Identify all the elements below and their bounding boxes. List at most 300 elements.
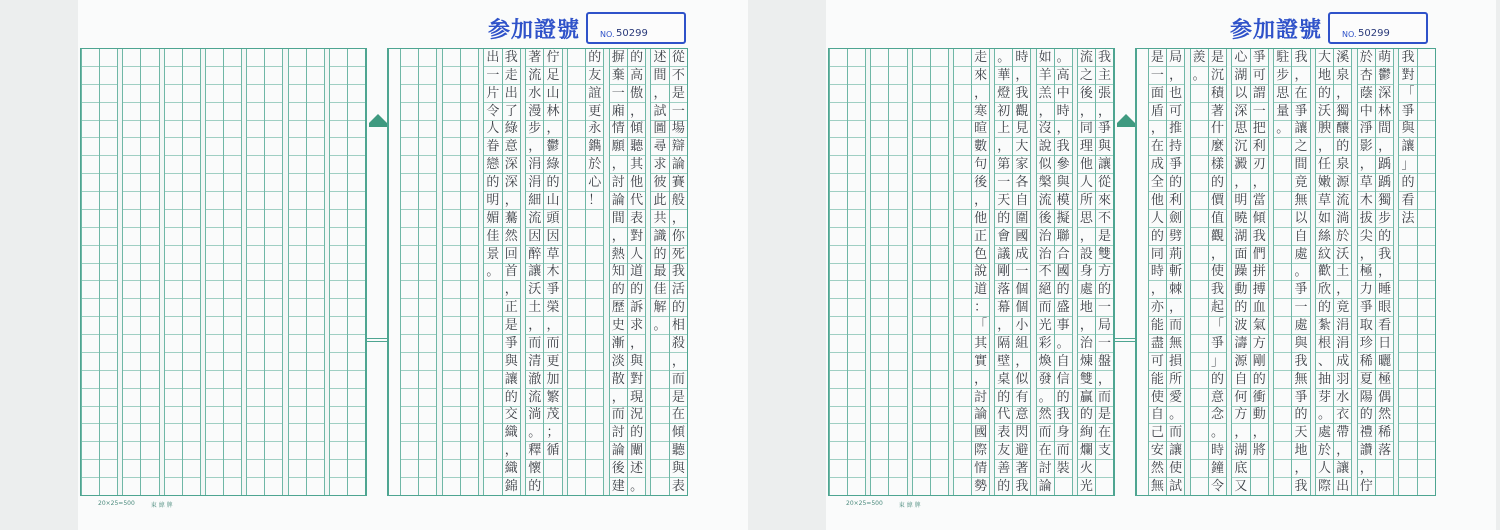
manuscript-cell: 盤 [1096,353,1113,371]
manuscript-cell [419,424,436,442]
manuscript-column [140,49,158,495]
manuscript-cell: 的 [503,389,520,407]
manuscript-cell: 信 [1055,371,1072,389]
manuscript-cell [651,478,668,495]
manuscript-cell [100,407,117,425]
manuscript-cell [889,49,906,67]
manuscript-cell [848,192,865,210]
manuscript-cell: 摒 [610,49,627,67]
manuscript-cell [206,264,223,282]
manuscript-cell [224,281,241,299]
manuscript-cell [165,424,182,442]
manuscript-cell [123,264,140,282]
manuscript-cell [100,478,117,495]
manuscript-cell: 看 [1376,317,1393,335]
manuscript-cell: 劈 [1167,228,1184,246]
manuscript-cell [82,460,99,478]
manuscript-cell [954,281,971,299]
manuscript-cell: 蔭 [1358,85,1375,103]
manuscript-cell: 成 [1013,246,1030,264]
manuscript-cell: 湖 [1232,442,1249,460]
manuscript-cell: 誼 [586,85,603,103]
manuscript-cell [141,371,158,389]
manuscript-cell: 們 [1251,246,1268,264]
manuscript-cell [889,246,906,264]
manuscript-cell [1418,353,1435,371]
manuscript-cell: 著 [526,49,543,67]
manuscript-cell [586,299,603,317]
manuscript-cell: 爭 [1292,281,1309,299]
manuscript-cell: 代 [628,192,645,210]
manuscript-cell [568,371,585,389]
manuscript-cell [165,156,182,174]
manuscript-cell: 而 [526,335,543,353]
manuscript-cell [289,246,306,264]
manuscript-cell: 國 [1055,264,1072,282]
manuscript-cell [1274,246,1291,264]
manuscript-cell [830,121,847,139]
manuscript-cell: 。 [1316,407,1333,425]
footer-grid-size: 20×25=500 [846,500,883,507]
manuscript-cell [82,407,99,425]
manuscript-cell [1274,156,1291,174]
manuscript-cell: ， [1316,138,1333,156]
manuscript-cell [419,389,436,407]
manuscript-cell: 燈 [995,85,1012,103]
manuscript-cell: 間 [651,67,668,85]
manuscript-cell [1274,192,1291,210]
manuscript-cell: 的 [995,210,1012,228]
manuscript-cell: 爭 [1399,103,1416,121]
manuscript-cell [871,67,888,85]
manuscript-cell: 稀 [1376,424,1393,442]
manuscript-cell: 沉 [1232,138,1249,156]
manuscript-column [1291,49,1309,495]
manuscript-cell: 的 [544,174,561,192]
manuscript-cell: ， [1358,460,1375,478]
manuscript-cell [307,67,324,85]
manuscript-cell [1274,407,1291,425]
manuscript-cell [82,317,99,335]
manuscript-cell [123,478,140,495]
manuscript-cell: 回 [503,246,520,264]
manuscript-cell: 合 [1055,246,1072,264]
manuscript-cell [289,460,306,478]
manuscript-cell [1418,49,1435,67]
manuscript-cell: 我 [1055,138,1072,156]
manuscript-cell: 影 [1358,138,1375,156]
manuscript-cell [871,460,888,478]
manuscript-cell: 自 [1149,407,1166,425]
manuscript-cell: ， [610,389,627,407]
essay-sheet-left [8,0,748,530]
manuscript-cell: 無 [1292,371,1309,389]
manuscript-cell [1191,317,1208,335]
manuscript-grid-right-a [828,48,1114,496]
manuscript-cell [889,156,906,174]
manuscript-cell: 剛 [995,264,1012,282]
manuscript-cell: 壁 [995,353,1012,371]
manuscript-cell: 戀 [484,156,501,174]
manuscript-cell: 一 [1292,299,1309,317]
manuscript-cell: 同 [1078,121,1095,139]
manuscript-column [971,49,989,495]
manuscript-cell [100,281,117,299]
manuscript-cell [419,85,436,103]
manuscript-cell [461,442,478,460]
manuscript-cell [1399,335,1416,353]
manuscript-cell [289,228,306,246]
manuscript-cell [141,424,158,442]
manuscript-cell: 理 [1078,138,1095,156]
manuscript-cell: 我 [1292,353,1309,371]
manuscript-cell [289,371,306,389]
manuscript-cell: ， [1013,67,1030,85]
manuscript-cell [123,156,140,174]
manuscript-cell [871,49,888,67]
manuscript-cell [100,156,117,174]
manuscript-cell [183,424,200,442]
manuscript-cell [931,228,948,246]
manuscript-cell: 禮 [1358,424,1375,442]
manuscript-cell: 出 [1336,478,1350,494]
manuscript-cell [889,281,906,299]
manuscript-cell [1399,353,1416,371]
manuscript-cell [913,228,930,246]
manuscript-cell: 動 [1251,407,1268,425]
manuscript-cell [401,210,418,228]
manuscript-cell [419,281,436,299]
manuscript-cell [330,192,347,210]
manuscript-cell [848,103,865,121]
manuscript-cell [183,246,200,264]
manuscript-cell [165,121,182,139]
manuscript-cell: 處 [1078,281,1095,299]
manuscript-cell [82,156,99,174]
manuscript-cell: 方 [1251,335,1268,353]
manuscript-cell: 人 [1078,174,1095,192]
manuscript-cell [443,460,460,478]
manuscript-cell: 求 [628,317,645,335]
manuscript-cell: 爭 [1096,121,1113,139]
manuscript-cell: 的 [610,281,627,299]
manuscript-cell [848,478,865,495]
manuscript-cell [307,156,324,174]
footer-brand: 東 緯 牌 [898,502,921,509]
manuscript-cell [141,174,158,192]
manuscript-cell [123,317,140,335]
manuscript-cell: 爭 [1251,49,1268,67]
manuscript-cell [401,49,418,67]
manuscript-cell [265,407,282,425]
manuscript-cell [307,192,324,210]
manuscript-cell: 後 [1078,85,1095,103]
manuscript-cell: 一 [995,174,1012,192]
manuscript-cell [544,478,561,495]
manuscript-cell: 的 [628,281,645,299]
manuscript-column [609,49,627,495]
manuscript-cell [651,424,668,442]
manuscript-cell [931,192,948,210]
manuscript-column [847,49,865,495]
manuscript-cell [871,192,888,210]
manuscript-cell [265,192,282,210]
manuscript-cell [183,264,200,282]
manuscript-cell [931,85,948,103]
manuscript-cell [165,460,182,478]
manuscript-cell: 是 [1096,228,1113,246]
manuscript-cell [1418,264,1435,282]
manuscript-cell [931,138,948,156]
manuscript-cell: 腴 [1316,121,1333,139]
manuscript-cell: 。 [1037,389,1054,407]
manuscript-cell: 讓 [1399,138,1416,156]
manuscript-cell: 有 [1013,389,1030,407]
manuscript-cell: 綠 [544,156,561,174]
manuscript-cell [1418,174,1435,192]
manuscript-cell [1399,246,1416,264]
manuscript-cell: 而 [1055,442,1072,460]
manuscript-cell [82,103,99,121]
manuscript-cell [443,156,460,174]
manuscript-column [1077,49,1095,495]
manuscript-cell [165,210,182,228]
manuscript-cell: ， [1292,67,1309,85]
manuscript-cell [330,174,347,192]
manuscript-cell: 人 [1149,210,1166,228]
manuscript-column [1417,49,1435,495]
manuscript-cell: 沉 [1209,67,1226,85]
manuscript-cell [889,442,906,460]
manuscript-cell [1191,299,1208,317]
manuscript-cell [889,67,906,85]
manuscript-cell [1418,228,1435,246]
manuscript-cell [651,389,668,407]
manuscript-cell [419,299,436,317]
manuscript-cell [568,353,585,371]
manuscript-cell [100,174,117,192]
manuscript-cell [401,281,418,299]
manuscript-cell [830,407,847,425]
manuscript-cell [100,103,117,121]
manuscript-cell: 表 [671,478,685,494]
manuscript-cell: 一 [1251,103,1268,121]
manuscript-cell: 般 [670,192,687,210]
manuscript-cell [586,228,603,246]
manuscript-cell [1399,317,1416,335]
manuscript-cell [123,407,140,425]
manuscript-cell [307,228,324,246]
manuscript-cell [82,353,99,371]
manuscript-cell: 身 [1078,264,1095,282]
manuscript-cell [871,246,888,264]
manuscript-cell [848,210,865,228]
manuscript-cell: 的 [670,299,687,317]
manuscript-cell: 使 [1149,389,1166,407]
manuscript-cell [165,299,182,317]
manuscript-cell: 自 [1292,228,1309,246]
manuscript-cell [183,138,200,156]
manuscript-column [1357,49,1375,495]
manuscript-cell: 桌 [995,371,1012,389]
manuscript-cell: 爭 [1292,389,1309,407]
manuscript-column [1148,49,1166,495]
stamp-number-value: 50299 [616,28,648,39]
manuscript-cell [141,67,158,85]
manuscript-cell [461,317,478,335]
manuscript-cell [848,246,865,264]
manuscript-cell: 雙 [1096,246,1113,264]
manuscript-cell [461,228,478,246]
manuscript-cell [443,49,460,67]
manuscript-cell: 人 [628,246,645,264]
manuscript-cell [100,228,117,246]
manuscript-cell: 我 [1376,246,1393,264]
manuscript-cell [443,192,460,210]
manuscript-cell [247,228,264,246]
manuscript-cell [1274,264,1291,282]
manuscript-cell: 利 [1167,192,1184,210]
manuscript-cell: 循 [544,442,561,460]
manuscript-cell [484,407,501,425]
manuscript-cell [568,460,585,478]
manuscript-cell: ， [1013,353,1030,371]
manuscript-cell: 道 [972,281,989,299]
manuscript-cell [123,424,140,442]
manuscript-cell: 無 [1150,478,1164,494]
manuscript-cell: 意 [503,138,520,156]
manuscript-cell [1418,371,1435,389]
manuscript-cell [931,210,948,228]
manuscript-cell [889,264,906,282]
manuscript-cell: 史 [610,317,627,335]
manuscript-cell: 沃 [1316,103,1333,121]
manuscript-cell: 、 [1316,353,1333,371]
manuscript-cell: 論 [670,156,687,174]
manuscript-cell: 我 [1055,407,1072,425]
manuscript-cell [82,210,99,228]
manuscript-cell [954,317,971,335]
manuscript-cell: ， [651,85,668,103]
manuscript-cell: ， [1149,121,1166,139]
manuscript-cell: 流 [1037,192,1054,210]
manuscript-cell [247,49,264,67]
manuscript-cell [443,103,460,121]
manuscript-cell: 大 [1316,49,1333,67]
manuscript-cell [289,192,306,210]
manuscript-cell: 來 [972,67,989,85]
manuscript-cell: 淌 [1334,210,1351,228]
manuscript-cell [1418,299,1435,317]
manuscript-cell: 夏 [1358,371,1375,389]
manuscript-cell [1191,371,1208,389]
manuscript-cell [123,335,140,353]
manuscript-cell [461,371,478,389]
manuscript-cell: 善 [995,460,1012,478]
manuscript-cell: 我 [1294,478,1308,494]
manuscript-cell: ， [1209,246,1226,264]
manuscript-cell: 心 [586,174,603,192]
manuscript-cell [348,335,365,353]
manuscript-cell [206,246,223,264]
manuscript-cell [183,174,200,192]
manuscript-cell [289,174,306,192]
manuscript-cell [330,389,347,407]
manuscript-cell [247,371,264,389]
manuscript-cell [123,67,140,85]
manuscript-cell: 泉 [1334,156,1351,174]
manuscript-cell [889,407,906,425]
manuscript-column [994,49,1012,495]
manuscript-cell: 對 [628,228,645,246]
manuscript-cell [141,317,158,335]
manuscript-cell [100,442,117,460]
manuscript-cell: 自 [1013,192,1030,210]
manuscript-column [912,49,930,495]
manuscript-cell: 間 [1376,121,1393,139]
manuscript-cell [461,281,478,299]
manuscript-cell [224,442,241,460]
manuscript-cell [206,67,223,85]
manuscript-cell: 紋 [1316,246,1333,264]
manuscript-cell: 步 [1376,210,1393,228]
manuscript-cell [871,156,888,174]
manuscript-column [1250,49,1268,495]
manuscript-cell: 踽 [1376,156,1393,174]
manuscript-cell: 場 [670,121,687,139]
manuscript-cell [954,353,971,371]
manuscript-cell [1376,460,1393,478]
manuscript-cell: 張 [1096,85,1113,103]
manuscript-cell: 欣 [1316,281,1333,299]
manuscript-cell [165,228,182,246]
manuscript-cell: 他 [1078,156,1095,174]
manuscript-cell [848,67,865,85]
manuscript-cell: ， [995,317,1012,335]
manuscript-cell [954,49,971,67]
manuscript-cell: 現 [628,389,645,407]
manuscript-cell [82,85,99,103]
manuscript-cell: 一 [1149,67,1166,85]
manuscript-cell: 抽 [1316,371,1333,389]
manuscript-column [1190,49,1208,495]
manuscript-cell: 的 [1358,407,1375,425]
manuscript-column [246,49,264,495]
manuscript-cell: 死 [670,246,687,264]
manuscript-cell: 刃 [1251,156,1268,174]
manuscript-cell [141,246,158,264]
manuscript-cell [830,228,847,246]
manuscript-cell: 我 [1292,49,1309,67]
manuscript-cell: 無 [1292,192,1309,210]
manuscript-cell [889,424,906,442]
manuscript-cell: ， [1358,156,1375,174]
manuscript-cell: 個 [1013,299,1030,317]
manuscript-cell: 從 [1096,174,1113,192]
manuscript-cell: 觀 [1013,103,1030,121]
manuscript-cell [265,49,282,67]
manuscript-cell [651,407,668,425]
manuscript-cell [265,317,282,335]
manuscript-cell: 時 [1149,264,1166,282]
manuscript-cell: ！ [586,192,603,210]
manuscript-cell: 地 [1292,442,1309,460]
manuscript-cell [348,389,365,407]
manuscript-cell [484,442,501,460]
manuscript-cell [289,442,306,460]
manuscript-cell: 辯 [670,138,687,156]
manuscript-cell: 細 [526,192,543,210]
